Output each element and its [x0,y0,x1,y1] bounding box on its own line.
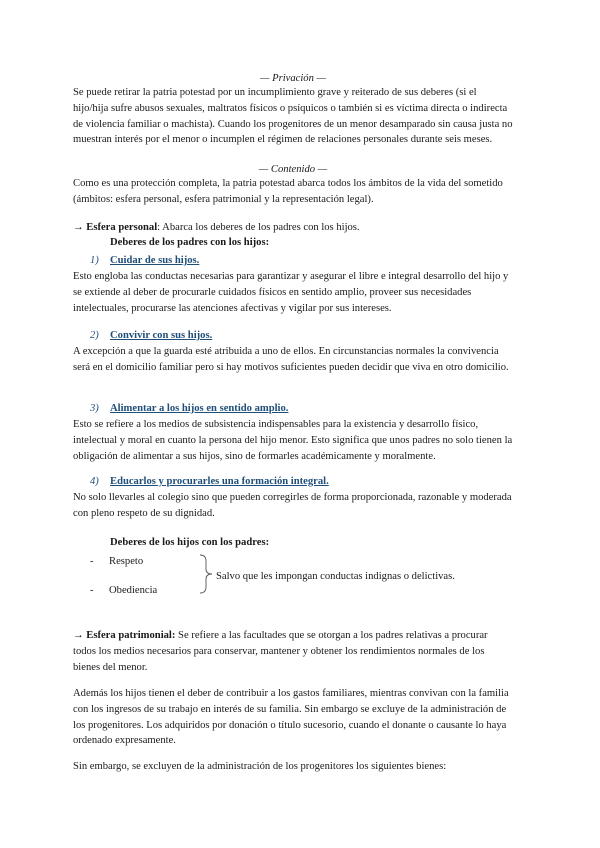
item-3-number: 3) [90,403,99,414]
arrow-icon: → [73,222,84,233]
duty-respeto: Respeto [109,556,144,567]
item-1-body: Esto engloba las conductas necesarias para garantizar y asegurar el libre e integral desarrollo del hijo y se extiende al deber de procurarle cuidados físicos en sentido amplio, proveer sus necesidades intelectuales, procurarse las atenciones afectivas y vigilar por sus intereses. [73,271,509,314]
privacion-paragraph: Se puede retirar la patria potestad por un incumplimiento grave y reiterado de sus deberes (si el hijo/hija sufre abusos sexuales, maltratos físicos o psíquicos o también si es víctima directa o indirecta de violencia familiar o machista). Cuando los progenitores de un menor desamparado sin causa justa no muestran interés por el menor o incumplen el régimen de relaciones personales durante seis meses. [73,87,513,146]
item-3-body: Esto se refiere a los medios de subsistencia indispensables para la existencia y desarrollo físico, intelectual y moral en cuanto la persona del hijo menor. Esto significa que unos padres no solo tienen la obligación de alimentar a sus hijos, sino de formarles académicamente y moralmente. [73,419,513,462]
deberes-hijos-heading: Deberes de los hijos con los padres: [110,537,270,548]
patrimonial-paragraph-3: Sin embargo, se excluyen de la administración de los progenitores los siguientes bienes: [73,761,447,772]
contenido-heading [73,162,513,177]
item-1-title: Cuidar de sus hijos. [110,255,200,266]
duty-obediencia: Obediencia [109,585,158,596]
contenido-paragraph: Como es una protección completa, la patria potestad abarca todos los ámbitos de la vida del sometido (ámbitos: esfera personal, esfera patrimonial y la representación legal). [73,178,503,205]
esfera-personal-text: : Abarca los deberes de los padres con los hijos. [157,222,360,233]
contenido-heading-text: — Contenido — [258,164,328,175]
duty-1-dash: - [90,556,94,567]
item-4-number: 4) [90,476,99,487]
item-4-body: No solo llevarles al colegio sino que pueden corregirles de forma proporcionada, razonable y moderada con pleno respeto de su dignidad. [73,492,512,519]
deberes-padres-heading: Deberes de los padres con los hijos: [110,237,270,248]
esfera-patrimonial-text: Se refiere a las facultades que se otorgan a los padres relativas a procurar todos los medios necesarios para conservar, mantener y obtener los rendimientos normales de los bienes del menor. [73,630,488,673]
arrow-icon: → [73,630,84,641]
esfera-patrimonial-label: Esfera patrimonial: [86,630,176,641]
privacion-heading-text: — Privación — [260,73,326,84]
brace-note: Salvo que les impongan conductas indignas o delictivas. [216,571,455,582]
item-2-title: Convivir con sus hijos. [110,330,213,341]
item-1-number: 1) [90,255,99,266]
esfera-personal-line [73,220,513,236]
patrimonial-paragraph-2: Además los hijos tienen el deber de contribuir a los gastos familiares, mientras convivan con la familia con los ingresos de su trabajo en interés de su familia. Sin embargo se excluye de la administración de los progenitores. Los adquiridos por donación o título sucesorio, cuando el donante o causante lo haya ordenado expresamente. [73,688,509,747]
duty-2-dash: - [90,585,94,596]
item-3-title: Alimentar a los hijos en sentido amplio. [110,403,289,414]
item-2-body: A excepción a que la guarda esté atribuida a uno de ellos. En circunstancias normales la convivencia será en el domicilio familiar pero si hay motivos suficientes pueden decidir que viva en otro domicilio. [73,346,509,373]
item-4-title: Educarlos y procurarles una formación integral. [110,476,329,487]
item-2-number: 2) [90,330,99,341]
esfera-personal-label: Esfera personal [86,222,158,233]
curly-brace-icon [198,554,214,594]
privacion-heading [73,71,513,86]
esfera-patrimonial-paragraph [73,628,513,675]
